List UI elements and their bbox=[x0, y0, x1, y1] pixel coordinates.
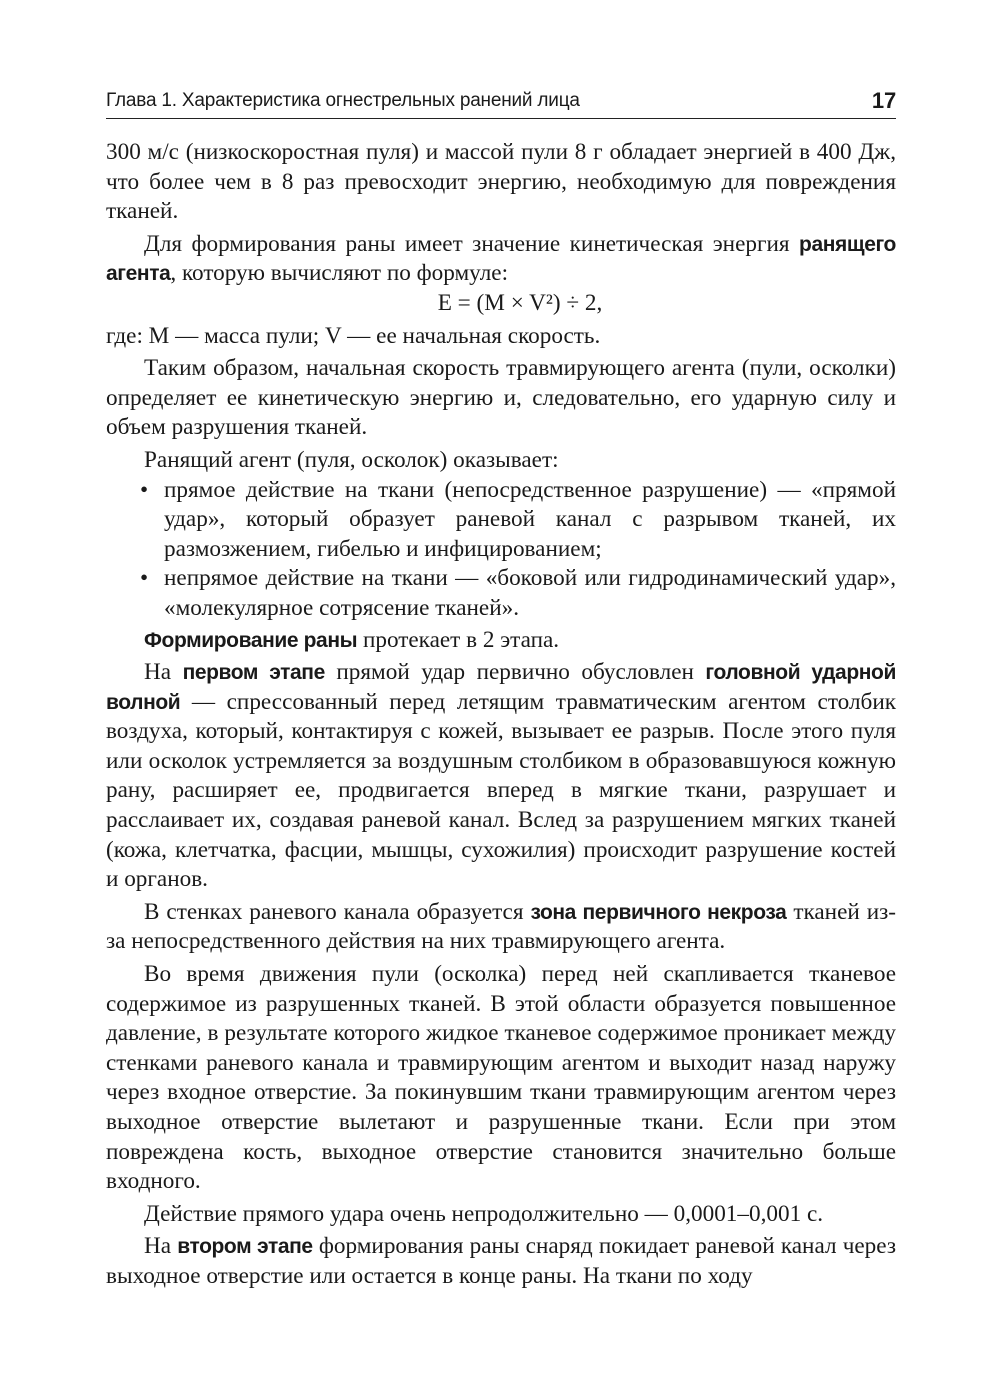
paragraph-11-text-b: формирования раны снаряд покидает раневой канал через выходное отверстие или остается в конце раны. На ткани по ходу bbox=[106, 1233, 896, 1289]
paragraph-7 bbox=[106, 658, 896, 895]
energy-formula: E = (M × V²) ÷ 2, bbox=[437, 289, 603, 316]
list-item: • непрямое действие на ткани — «боковой или гидродинамический удар», «молекулярное сотрясение тканей». bbox=[164, 564, 896, 623]
running-header bbox=[106, 86, 896, 119]
body-text bbox=[106, 138, 896, 1295]
term-wounding-agent: ранящего агента bbox=[106, 232, 896, 286]
page-number: 17 bbox=[871, 88, 896, 113]
paragraph-2-text-a: Для формирования раны имеет значение кинетическая энергия bbox=[144, 230, 800, 257]
paragraph-2 bbox=[106, 230, 896, 289]
paragraph-6-text: протекает в 2 этапа. bbox=[357, 626, 560, 653]
paragraph-11 bbox=[106, 1232, 896, 1291]
paragraph-5: Ранящий агент (пуля, осколок) оказывает: bbox=[144, 446, 559, 473]
paragraph-8-text-b: тканей из-за непосредственного действия на них травмирующего агента. bbox=[106, 898, 896, 955]
paragraph-11-text-a: На bbox=[144, 1233, 178, 1260]
paragraph-2-text-b: , которую вычисляют по формуле: bbox=[170, 260, 509, 287]
term-first-stage: первом этапе bbox=[182, 661, 325, 685]
paragraph-4: Таким образом, начальная скорость травмирующего агента (пули, осколки) определяет ее кинетическую энергию и, следовательно, его ударную силу и объем разрушения тканей. bbox=[106, 355, 896, 441]
chapter-title: Глава 1. Характеристика огнестрельных ранений лица bbox=[106, 90, 580, 111]
paragraph-7-text-a: На bbox=[144, 659, 183, 686]
term-wound-formation: Формирование раны bbox=[144, 628, 358, 652]
paragraph-9: Во время движения пули (осколка) перед ней скапливается тканевое содержимое из разрушенных тканей. В этой области образуется повышенное давление, в результате которого жидкое тканевое содержимое проникает между стенками раневого канала и травмирующим агентом и выходит назад наружу через входное отверстие. За покинувшим ткани травмирующим агентом через выходное отверстие вылетают и разрушенные ткани. Если при этом повреждена кость, выходное отверстие становится значительно больше входного. bbox=[106, 961, 896, 1195]
paragraph-1: 300 м/с (низкоскоростная пуля) и массой пули 8 г обладает энергией в 400 Дж, что более чем в 8 раз превосходит энергию, необходимую для повреждения тканей. bbox=[106, 139, 896, 225]
term-primary-necrosis-zone: зона первичного некроза bbox=[530, 900, 787, 924]
paragraph-3: где: М — масса пули; V — ее начальная скорость. bbox=[106, 322, 601, 349]
paragraph-8-text-a: В стенках раневого канала образуется bbox=[144, 898, 531, 925]
list-item: • прямое действие на ткани (непосредственное разрушение) — «прямой удар», который образует раневой канал с разрывом тканей, их размозжением, гибелью и инфицированием; bbox=[164, 476, 896, 565]
paragraph-6 bbox=[106, 626, 896, 656]
paragraph-7-text-b: прямой удар первично обусловлен bbox=[324, 659, 706, 686]
term-head-shock-wave: головной ударной волной bbox=[106, 661, 896, 714]
paragraph-8 bbox=[106, 898, 896, 957]
paragraph-7-text-c: — спрессованный перед летящим травматическим агентом столбик воздуха, который, контактируя с кожей, вызывает ее разрыв. После этого пуля или осколок устремляется за воздушным столбиком в образовавшуюся кожную рану, расширяет ее, продвигается вперед в мягкие ткани, разрушает и расслаивает их, создавая раневой канал. Вслед за разрушением мягких тканей (кожа, клетчатка, фасции, мышцы, сухожилия) происходит разрушение костей и органов. bbox=[106, 688, 896, 893]
effects-list bbox=[106, 476, 896, 624]
paragraph-10: Действие прямого удара очень непродолжительно — 0,0001–0,001 с. bbox=[144, 1200, 824, 1227]
term-second-stage: втором этапе bbox=[177, 1235, 313, 1259]
